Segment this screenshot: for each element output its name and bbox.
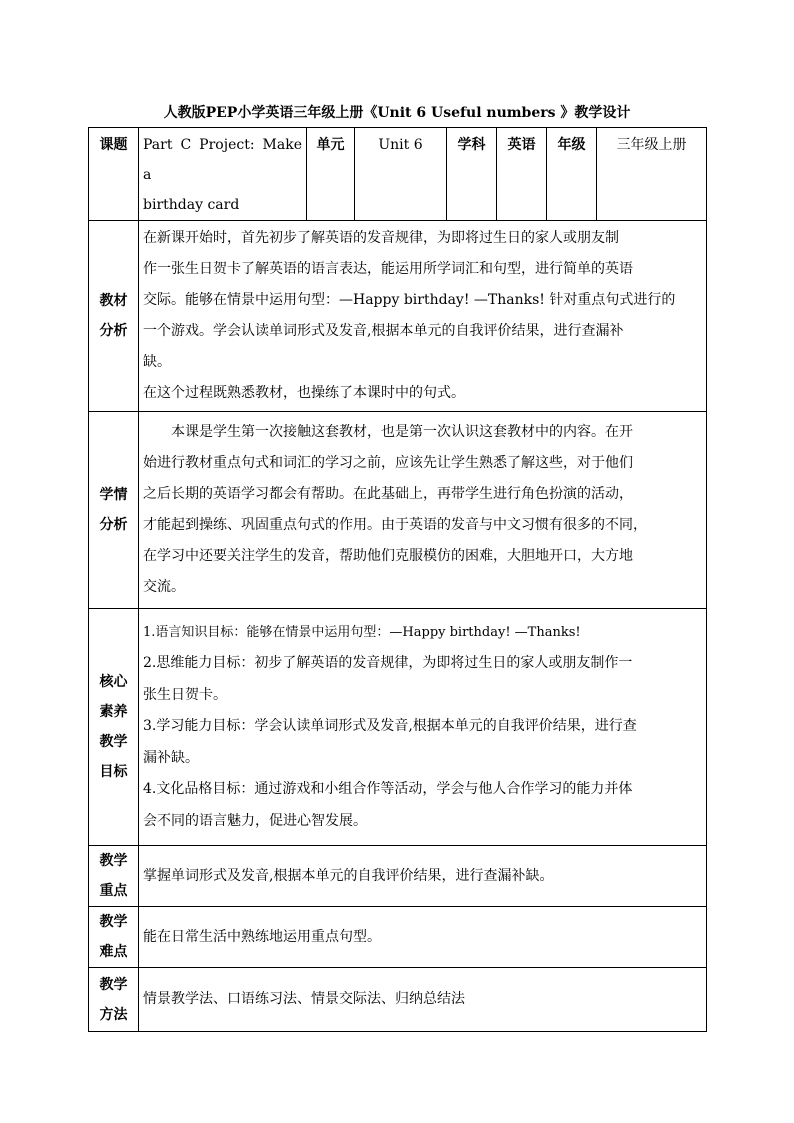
methods-content: 情景教学法、口语练习法、情景交际法、归纳总结法: [139, 968, 707, 1032]
label-line: 学情: [99, 487, 128, 503]
label-line: 教学: [99, 914, 128, 930]
paragraph-line: 交流。: [143, 579, 185, 595]
unit-value: Unit 6: [355, 128, 447, 221]
paragraph-line: 在新课开始时，首先初步了解英语的发音规律，为即将过生日的家人或朋友制: [143, 230, 619, 246]
core-goals-row: [89, 609, 707, 846]
goal-line: 漏补缺。: [143, 749, 199, 766]
subject-value: 英语: [497, 128, 547, 221]
header-row: [89, 128, 707, 221]
label-line: 教学: [99, 853, 128, 869]
goal-line: 2.思维能力目标：初步了解英语的发音规律，为即将过生日的家人或朋友制作一: [143, 655, 633, 672]
topic-value-line2: birthday card: [143, 197, 240, 213]
difficulties-content: 能在日常生活中熟练地运用重点句型。: [139, 907, 707, 968]
label-line: 教材: [99, 293, 128, 309]
core-goals-content: [139, 609, 707, 846]
material-analysis-content: [139, 221, 707, 412]
material-analysis-label: [89, 221, 139, 412]
paragraph-line: 在这个过程既熟悉教材，也操练了本课时中的句式。: [143, 385, 465, 401]
label-line: 核心: [99, 674, 128, 690]
unit-label: 单元: [307, 128, 355, 221]
label-line: 教学: [99, 976, 128, 993]
paragraph-line: 作一张生日贺卡了解英语的语言表达，能运用所学词汇和句型，进行简单的英语: [143, 261, 633, 277]
lesson-plan-table: [88, 127, 707, 1032]
document-title: 人教版PEP小学英语三年级上册《Unit 6 Useful numbers 》教学设计: [163, 105, 631, 121]
goal-line: 会不同的语言魅力，促进心智发展。: [143, 812, 367, 829]
goal-line: 张生日贺卡。: [143, 686, 227, 703]
paragraph-line: 之后长期的英语学习都会有帮助。在此基础上，再带学生进行角色扮演的活动，: [143, 486, 633, 502]
paragraph-line: 一个游戏。学会认读单词形式及发音,根据本单元的自我评价结果，进行查漏补: [143, 323, 624, 339]
methods-row: [89, 968, 707, 1032]
student-analysis-row: [89, 412, 707, 609]
label-line: 分析: [99, 517, 128, 533]
difficulties-row: [89, 907, 707, 968]
topic-value: [139, 128, 307, 221]
topic-label: 课题: [89, 128, 139, 221]
goal-line: 1.语言知识目标：能够在情景中运用句型：—Happy birthday! —Thanks!: [143, 624, 581, 640]
paragraph-line: 缺。: [143, 354, 171, 370]
student-analysis-content: [139, 412, 707, 609]
paragraph-line: 始进行教材重点句式和词汇的学习之前，应该先让学生熟悉了解这些，对于他们: [143, 455, 633, 471]
topic-value-line1: Part C Project: Make a: [143, 137, 302, 183]
subject-label: 学科: [447, 128, 497, 221]
paragraph-line: 才能起到操练、巩固重点句式的作用。由于英语的发音与中文习惯有很多的不同，: [143, 517, 647, 533]
label-line: 重点: [99, 883, 128, 899]
key-points-content: 掌握单词形式及发音,根据本单元的自我评价结果，进行查漏补缺。: [139, 846, 707, 907]
paragraph-line: 在学习中还要关注学生的发音，帮助他们克服模仿的困难，大胆地开口，大方地: [143, 548, 633, 564]
label-line: 难点: [99, 944, 128, 960]
key-points-label: [89, 846, 139, 907]
goal-line: 4.文化品格目标：通过游戏和小组合作等活动，学会与他人合作学习的能力并体: [143, 781, 633, 798]
label-line: 目标: [99, 764, 128, 780]
goal-line: 3.学习能力目标：学会认读单词形式及发音,根据本单元的自我评价结果，进行查: [143, 718, 637, 735]
difficulties-label: [89, 907, 139, 968]
label-line: 素养: [99, 704, 128, 720]
core-goals-label: [89, 609, 139, 846]
label-line: 分析: [99, 323, 128, 339]
grade-value: 三年级上册: [597, 128, 707, 221]
grade-label: 年级: [547, 128, 597, 221]
paragraph-line: 本课是学生第一次接触这套教材，也是第一次认识这套教材中的内容。在开: [171, 424, 633, 440]
methods-label: [89, 968, 139, 1032]
label-line: 方法: [99, 1006, 128, 1023]
paragraph-line: 交际。能够在情景中运用句型：—Happy birthday! —Thanks! 针对重点句式进行的: [143, 292, 676, 308]
key-points-row: [89, 846, 707, 907]
student-analysis-label: [89, 412, 139, 609]
label-line: 教学: [99, 734, 128, 750]
material-analysis-row: [89, 221, 707, 412]
